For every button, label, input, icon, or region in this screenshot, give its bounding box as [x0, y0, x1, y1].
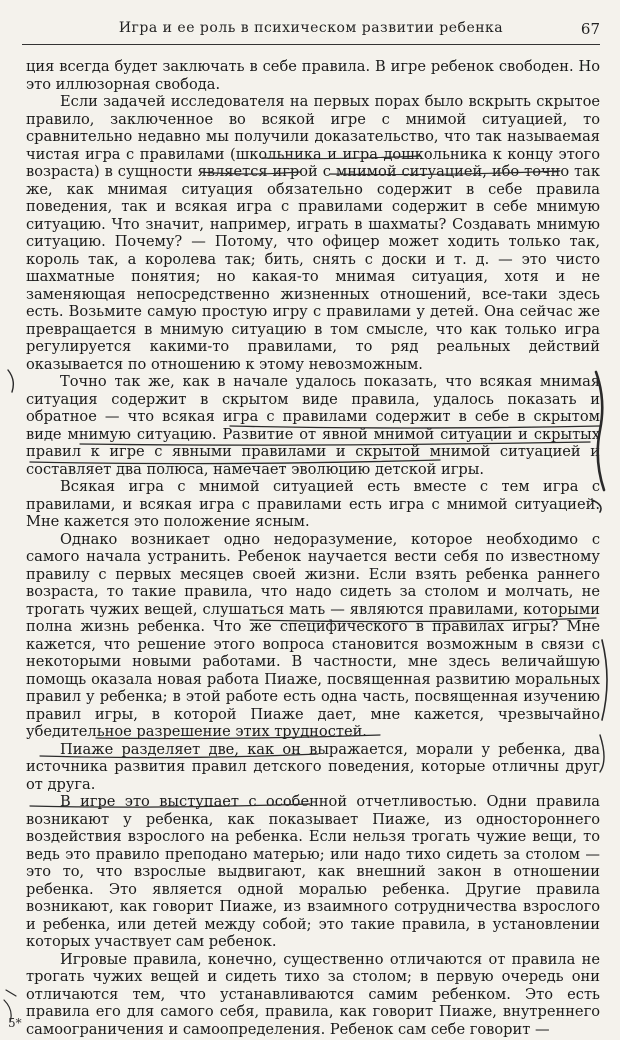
running-title: Игра и ее роль в психическом развитии ребенка	[118, 20, 504, 36]
bracket-mark	[600, 735, 604, 772]
bracket-mark	[602, 640, 607, 720]
paragraph: Точно так же, как в начале удалось показать, что всякая мнимая ситуация содержит в скрытом виде правила, удалось показать и обратное — что всякая игра с правилами содержит в себе в скрытом виде мнимую ситуацию. Развитие от явной мнимой ситуации и скрытых правил к игре с явными правилами и скрытой мнимой ситуацией и составляет два полюса, намечает эволюцию детской игры.	[26, 373, 600, 478]
paragraph: Однако возникает одно недоразумение, которое необходимо с самого начала устранить. Ребенок научается вести себя по известному правилу с первых месяцев своей жизни. Если взять ребенка раннего возраста, то такие правила, что надо сидеть за столом и молчать, не трогать чужих вещей, слушаться мать — являются правилами, которыми полна жизнь ребенка. Что же специфического в правилах игры? Мне кажется, что решение этого вопроса становится возможным в связи с некоторыми новыми работами. В частности, мне здесь величайшую помощь оказала новая работа Пиаже, посвященная развитию моральных правил у ребенка; в этой работе есть одна часть, посвященная изучению правил игры, в которой Пиаже дает, мне кажется, чрезвычайно убедительное разрешение этих трудностей.	[26, 530, 600, 740]
page-number: 67	[580, 20, 600, 38]
paragraph: Всякая игра с мнимой ситуацией есть вместе с тем игра с правилами, и всякая игра с правилами есть игра с мнимой ситуацией. Мне кажется это положение ясным.	[26, 478, 600, 530]
page-header	[22, 18, 600, 45]
body-text	[26, 58, 600, 1038]
paragraph: ция всегда будет заключать в себе правила. В игре ребенок свободен. Но это иллюзорная свобода.	[26, 58, 600, 93]
margin-mark	[8, 370, 13, 392]
paragraph: Пиаже разделяет две, как он выражается, морали у ребенка, два источника развития правил детского поведения, которые отличны друг от друга.	[26, 740, 600, 793]
paragraph: Если задачей исследователя на первых порах было вскрыть скрытое правило, заключенное во всякой игре с мнимой ситуацией, то сравнительно недавно мы получили доказательство, что так называемая чистая игра с правилами (школьника и игра дошкольника к концу этого возраста) в сущности является игрой с мнимой ситуацией, ибо точно так же, как мнимая ситуация обязательно содержит в себе правила поведения, так и всякая игра с правилами содержит в себе мнимую ситуацию. Что значит, например, играть в шахматы? Создавать мнимую ситуацию. Почему? — Потому, что офицер может ходить только так, король так, а королева так; бить, снять с доски и т. д. — это чисто шахматные понятия; но какая-то мнимая ситуация, хотя и не заменяющая непосредственно жизненных отношений, все-таки здесь есть. Возьмите самую простую игру с правилами у детей. Она сейчас же превращается в мнимую ситуацию в том смысле, что как только игра регулируется какими-то правилами, то ряд реальных действий оказывается по отношению к этому невозможным.	[26, 93, 600, 373]
paragraph: В игре это выступает с особенной отчетливостью. Одни правила возникают у ребенка, как показывает Пиаже, из одностороннего воздействия взрослого на ребенка. Если нельзя трогать чужие вещи, то ведь это правило преподано матерью; или надо тихо сидеть за столом — это то, что взрослые выдвигают, как внешний закон в отношении ребенка. Это является одной моралью ребенка. Другие правила возникают, как говорит Пиаже, из взаимного сотрудничества взрослого и ребенка, или детей между собой; это такие правила, в установлении которых участвует сам ребенок.	[26, 793, 600, 950]
paragraph: Игровые правила, конечно, существенно отличаются от правила не трогать чужих вещей и сидеть тихо за столом; в первую очередь они отличаются тем, что устанавливаются самим ребенком. Это есть правила его для самого себя, правила, как говорит Пиаже, внутреннего самоограничения и самоопределения. Ребенок сам себе говорит —	[26, 950, 600, 1038]
signature-mark: 5*	[8, 1016, 22, 1030]
margin-mark	[6, 990, 16, 996]
